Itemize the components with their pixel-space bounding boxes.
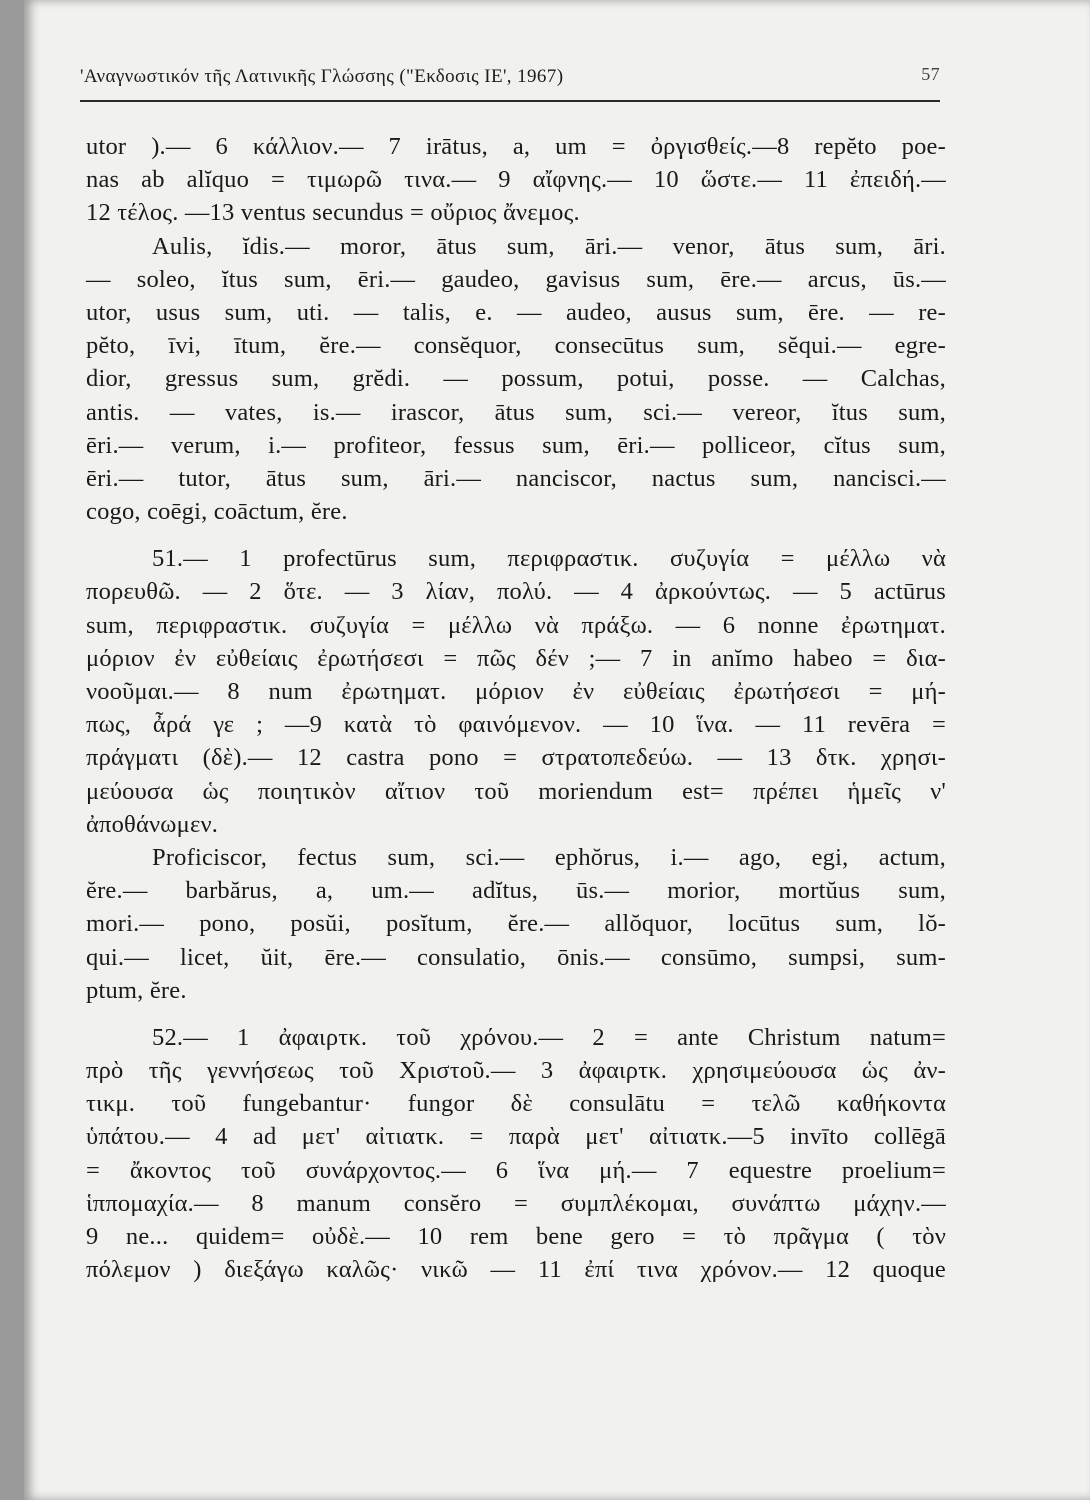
text-line: ὑπάτου.— 4 ad μετ' αἰτιατκ. = παρὰ μετ' αἰτιατκ.—5 invīto collēgā <box>86 1123 946 1151</box>
text-line: qui.— licet, ŭit, ēre.— consulatio, ōnis.— consūmo, sumpsi, sum- <box>86 943 946 971</box>
text-line: πράγματι (δὲ).— 12 castra pono = στρατοπεδεύω. — 13 δτκ. χρησι- <box>86 744 946 772</box>
text-line: ĕre.— barbărus, a, um.— adĭtus, ūs.— morior, mortŭus sum, <box>86 877 946 905</box>
page-number: 57 <box>921 64 940 84</box>
text-line: πορευθῶ. — 2 ὅτε. — 3 λίαν, πολύ. — 4 ἀρκούντως. — 5 actūrus <box>86 578 946 606</box>
text-line: utor, usus sum, uti. — talis, e. — audeo, ausus sum, ēre. — re- <box>86 298 946 326</box>
text-line: 51.— 1 profectūrus sum, περιφραστικ. συζυγία = μέλλω νὰ <box>152 545 946 573</box>
header-rule <box>80 100 940 102</box>
text-line: Proficiscor, fectus sum, sci.— ephŏrus, i.— ago, egi, actum, <box>152 843 946 871</box>
book-page <box>24 0 1090 1500</box>
paragraph-notes-50-end <box>86 130 946 230</box>
text-line: πόλεμον ) διεξάγω καλῶς· νικῶ — 11 ἐπί τινα χρόνον.— 12 quoque <box>86 1256 946 1284</box>
text-line: — soleo, ĭtus sum, ēri.— gaudeo, gavisus sum, ēre.— arcus, ūs.— <box>86 265 946 293</box>
paragraph-vocabulary-51 <box>86 841 946 1007</box>
text-line: 9 ne... quidem= οὐδὲ.— 10 rem bene gero = τὸ πρᾶγμα ( τὸν <box>86 1223 946 1250</box>
text-line: dior, gressus sum, grĕdi. — possum, potui, posse. — Calchas, <box>86 365 946 393</box>
text-line: πρὸ τῆς γεννήσεως τοῦ Χριστοῦ.— 3 ἀφαιρτκ. χρησιμεύουσα ὡς ἀν- <box>86 1057 946 1085</box>
text-line: = ἄκοντος τοῦ συνάρχοντος.— 6 ἵνα μή.— 7 equestre proelium= <box>86 1156 946 1184</box>
text-line: Aulis, ĭdis.— moror, ātus sum, āri.— venor, ātus sum, āri. <box>152 232 946 260</box>
text-line: τικμ. τοῦ fungebantur· fungor δὲ consulātu = τελῶ καθήκοντα <box>86 1090 946 1118</box>
text-line: 52.— 1 ἀφαιρτκ. τοῦ χρόνου.— 2 = ante Christum natum= <box>152 1023 946 1051</box>
body-text <box>86 130 946 1286</box>
text-line: ēri.— tutor, ātus sum, āri.— nanciscor, nactus sum, nancisci.— <box>86 464 946 492</box>
text-line: ἱππομαχία.— 8 manum consĕro = συμπλέκομαι, συνάπτω μάχην.— <box>86 1189 946 1217</box>
text-line: antis. — vates, is.— irascor, ātus sum, sci.— vereor, ĭtus sum, <box>86 398 946 426</box>
text-line: μεύουσα ὡς ποιητικὸν αἴτιον τοῦ moriendum est= πρέπει ἡμεῖς ν' <box>86 777 946 805</box>
text-line: πως, ἆρά γε ; —9 κατὰ τὸ φαινόμενον. — 10 ἵνα. — 11 revēra = <box>86 711 946 739</box>
text-line: ptum, ĕre. <box>86 976 187 1004</box>
text-line: nas ab alĭquo = τιμωρῶ τινα.— 9 αἴφνης.— 10 ὥστε.— 11 ἐπειδή.— <box>86 166 946 194</box>
text-line: 12 τέλος. —13 ventus secundus = οὔριος ἄνεμος. <box>86 199 580 227</box>
text-line: mori.— pono, posŭi, posĭtum, ĕre.— allŏquor, locūtus sum, lŏ- <box>86 910 946 938</box>
text-line: pĕto, īvi, ītum, ĕre.— consĕquor, consecūtus sum, sĕqui.— egre- <box>86 332 946 360</box>
text-line: νοοῦμαι.— 8 num ἐρωτηματ. μόριον ἐν εὐθείαις ἐρωτήσεσι = μή- <box>86 678 946 705</box>
text-line: μόριον ἐν εὐθείαις ἐρωτήσεσι = πῶς δέν ;— 7 in anĭmo habeo = δια- <box>86 644 946 672</box>
text-line: cogo, coēgi, coāctum, ĕre. <box>86 498 348 526</box>
running-title: 'Αναγνωστικόν τῆς Λατινικῆς Γλώσσης ("Εκδοσις ΙΕ', 1967) <box>80 66 564 87</box>
text-line: ēri.— verum, i.— profiteor, fessus sum, ēri.— polliceor, cĭtus sum, <box>86 431 946 459</box>
text-line: utor ).— 6 κάλλιον.— 7 irātus, a, um = ὀργισθείς.—8 repĕto poe- <box>86 133 946 160</box>
paragraph-gap <box>86 1007 946 1021</box>
paragraph-notes-52 <box>86 1021 946 1287</box>
running-head <box>80 66 940 96</box>
paragraph-gap <box>86 528 946 542</box>
text-line: sum, περιφραστικ. συζυγία = μέλλω νὰ πράξω. — 6 nonne ἐρωτηματ. <box>86 611 946 639</box>
paragraph-vocabulary-50 <box>86 230 946 529</box>
paragraph-notes-51 <box>86 542 946 841</box>
text-line: ἀποθάνωμεν. <box>86 810 219 838</box>
